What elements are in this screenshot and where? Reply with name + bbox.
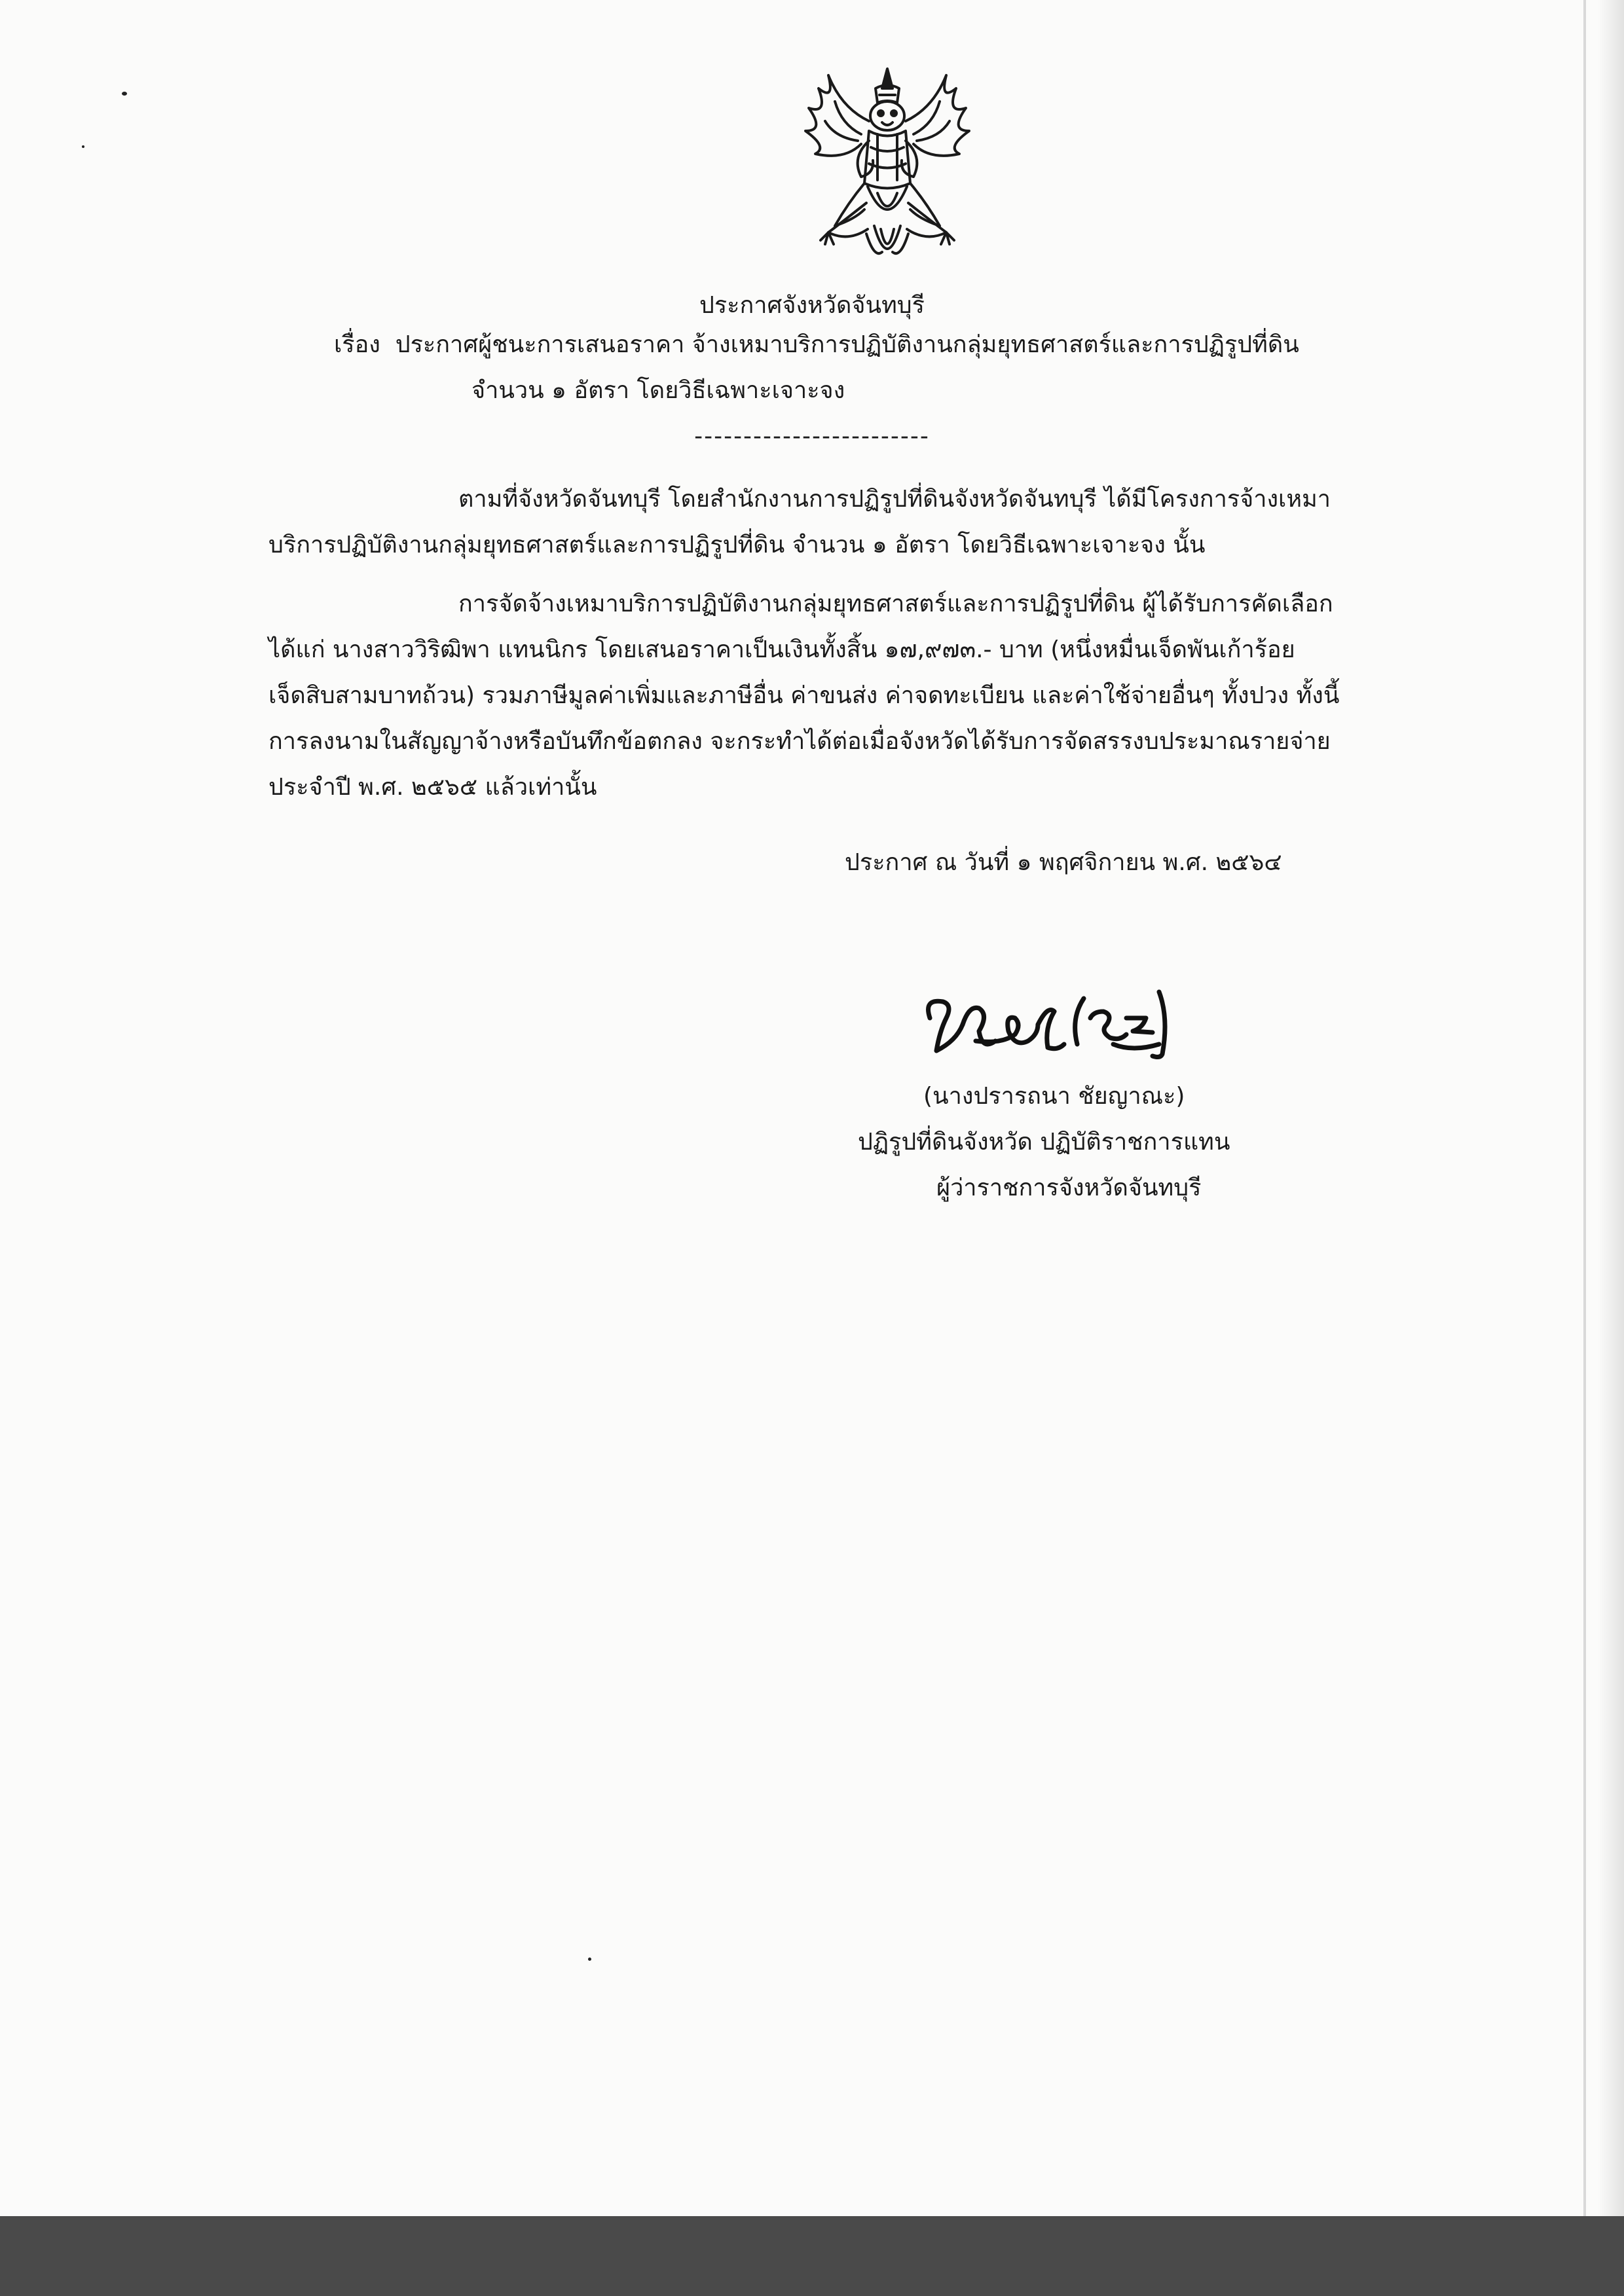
scan-speck — [588, 1958, 591, 1961]
paragraph-2-line-3: เจ็ดสิบสามบาทถ้วน) รวมภาษีมูลค่าเพิ่มและภาษีอื่น ค่าขนส่ง ค่าจดทะเบียน และค่าใช้จ่ายอื่นๆ ทั้งปวง ทั้งนี้ — [268, 682, 1340, 709]
announcement-date: ประกาศ ณ วันที่ ๑ พฤศจิกายน พ.ศ. ๒๕๖๔ — [845, 849, 1282, 876]
paragraph-2-line-5: ประจำปี พ.ศ. ๒๕๖๕ แล้วเท่านั้น — [268, 774, 597, 801]
separator-line: ------------------------ — [694, 423, 930, 450]
paragraph-2-line-2: ได้แก่ นางสาววิริฒิพา แทนนิกร โดยเสนอราคาเป็นเงินทั้งสิ้น ๑๗,๙๗๓.- บาท (หนึ่งหมื่นเจ็ดพันเก้าร้อย — [268, 636, 1295, 663]
paragraph-1-line-2: บริการปฏิบัติงานกลุ่มยุทธศาสตร์และการปฏิรูปที่ดิน จำนวน ๑ อัตรา โดยวิธีเฉพาะเจาะจง นั้น — [268, 532, 1206, 558]
subject-text-1: ประกาศผู้ชนะการเสนอราคา จ้างเหมาบริการปฏิบัติงานกลุ่มยุทธศาสตร์และการปฏิรูปที่ดิน — [395, 331, 1299, 358]
paragraph-1-line-1: ตามที่จังหวัดจันทบุรี โดยสำนักงานการปฏิรูปที่ดินจังหวัดจันทบุรี ได้มีโครงการจ้างเหมา — [458, 486, 1331, 513]
signatory-position: ปฏิรูปที่ดินจังหวัด ปฏิบัติราชการแทน — [858, 1129, 1230, 1156]
paragraph-2-line-4: การลงนามในสัญญาจ้างหรือบันทึกข้อตกลง จะกระทำได้ต่อเมื่อจังหวัดได้รับการจัดสรรงบประมาณรายจ่าย — [268, 728, 1331, 755]
garuda-emblem-icon — [789, 62, 986, 278]
scan-speck — [122, 92, 127, 96]
subject-line-1 — [334, 329, 1299, 361]
announcement-heading: ประกาศจังหวัดจันทบุรี — [699, 292, 925, 319]
subject-line-2: จำนวน ๑ อัตรา โดยวิธีเฉพาะเจาะจง — [471, 377, 845, 404]
scan-edge-shadow — [1598, 0, 1624, 2216]
scan-bottom-border — [0, 2216, 1624, 2296]
scan-speck — [82, 145, 84, 148]
subject-label: เรื่อง — [334, 331, 380, 358]
signatory-office: ผู้ว่าราชการจังหวัดจันทบุรี — [936, 1175, 1202, 1201]
scan-edge-line — [1583, 0, 1586, 2216]
paragraph-2-line-1: การจัดจ้างเหมาบริการปฏิบัติงานกลุ่มยุทธศาสตร์และการปฏิรูปที่ดิน ผู้ได้รับการคัดเลือก — [458, 591, 1333, 617]
signatory-name: (นางปรารถนา ชัยญาณะ) — [923, 1083, 1185, 1110]
handwritten-signature-icon — [917, 979, 1231, 1064]
